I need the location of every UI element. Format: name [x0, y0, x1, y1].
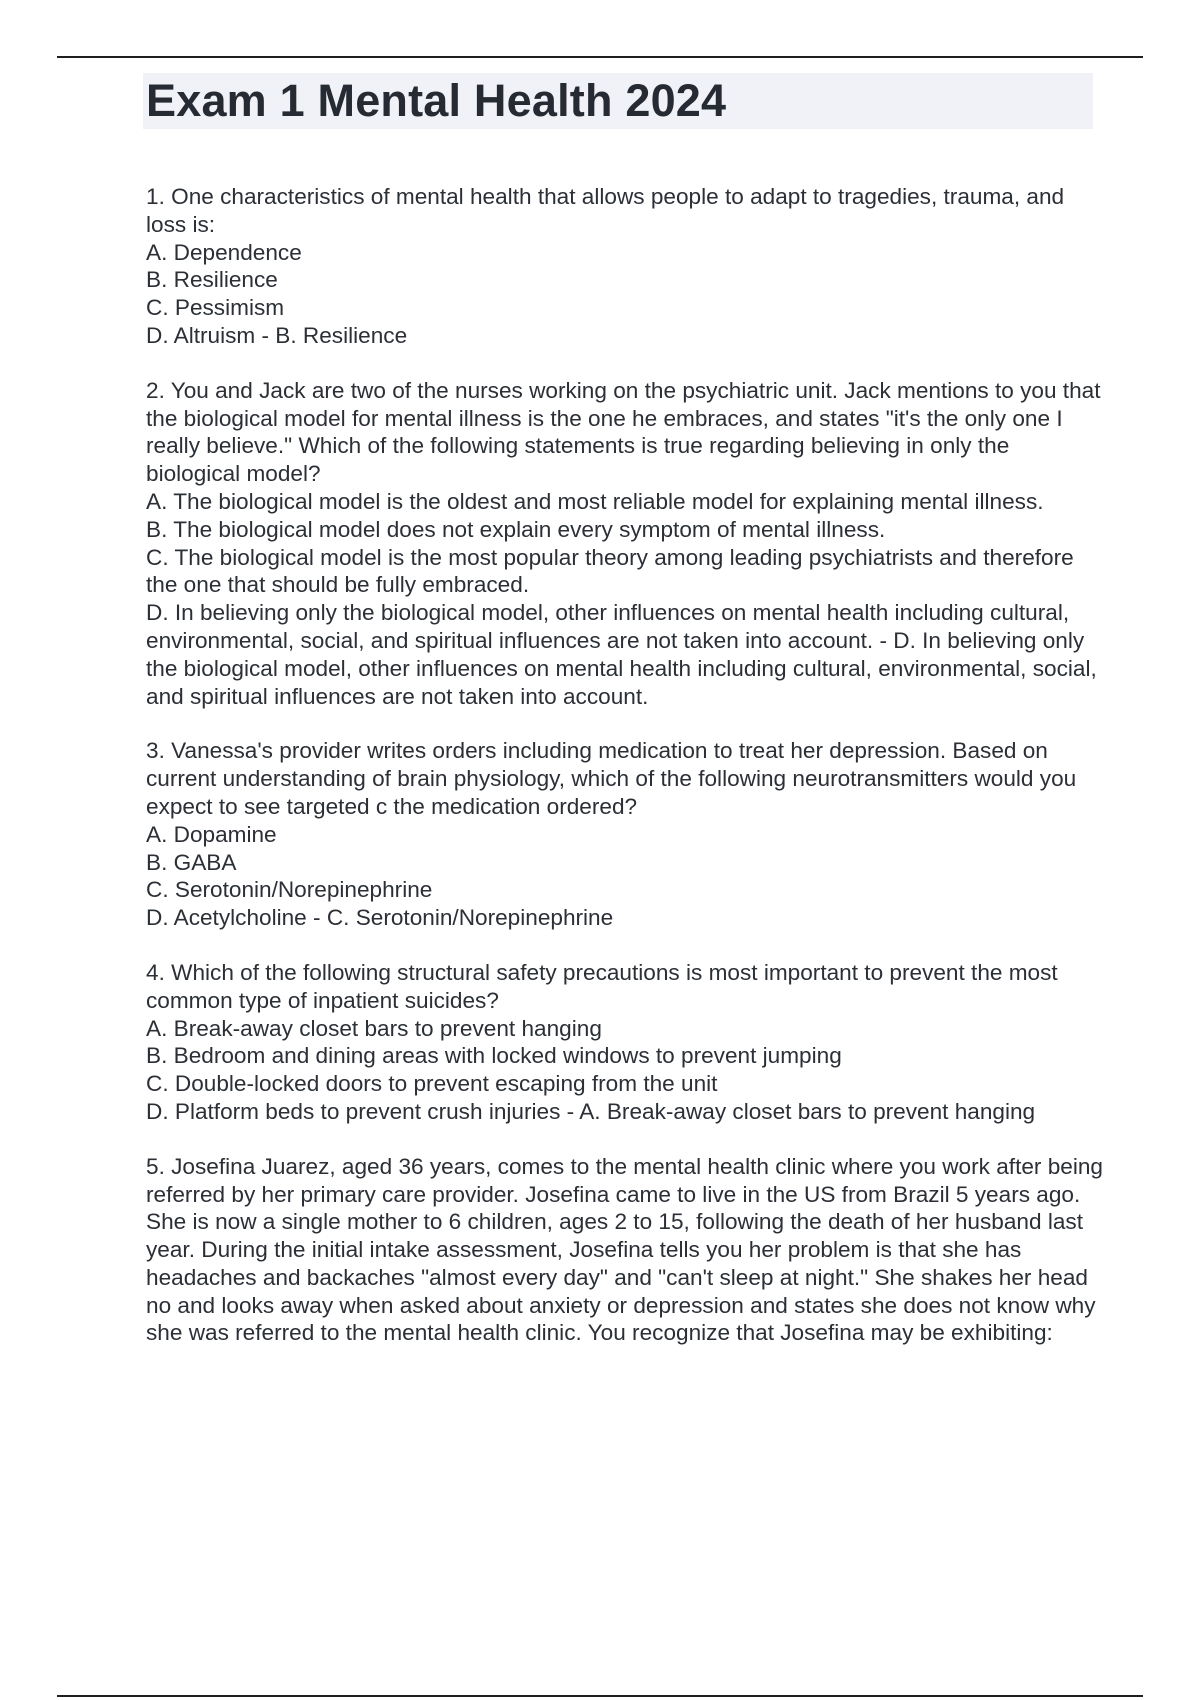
- option-c: C. Pessimism: [146, 295, 285, 321]
- option-c: C. Serotonin/Norepinephrine: [146, 877, 433, 903]
- question-stem: 2. You and Jack are two of the nurses working on the psychiatric unit. Jack mentions to you that the biological model for mental illness is the one he embraces, and states "it's the only one I really believe." Which of the following statements is true regarding believing in only the biological model?: [146, 377, 1101, 487]
- question-2: [146, 377, 1106, 711]
- question-list: [146, 183, 1106, 1374]
- question-5: [146, 1153, 1106, 1348]
- question-1: [146, 183, 1106, 350]
- page-title: Exam 1 Mental Health 2024: [146, 75, 727, 126]
- option-c: C. The biological model is the most popular theory among leading psychiatrists and therefore the one that should be fully embraced.: [146, 544, 1074, 598]
- option-a: A. The biological model is the oldest and most reliable model for explaining mental illness.: [146, 488, 1044, 514]
- option-a: A. Dopamine: [146, 821, 277, 847]
- option-a: A. Dependence: [146, 239, 302, 265]
- top-rule: [57, 56, 1143, 58]
- bottom-rule: [57, 1695, 1143, 1697]
- question-stem: 3. Vanessa's provider writes orders including medication to treat her depression. Based on current understanding of brain physiology, which of the following neurotransmitters would you expect to see targeted c the medication ordered?: [146, 738, 1077, 819]
- option-b: B. Resilience: [146, 267, 278, 293]
- option-b: B. Bedroom and dining areas with locked windows to prevent jumping: [146, 1043, 842, 1069]
- option-d-with-answer: D. Platform beds to prevent crush injuries - A. Break-away closet bars to prevent hanging: [146, 1098, 1036, 1124]
- question-stem: 4. Which of the following structural safety precautions is most important to prevent the most common type of inpatient suicides?: [146, 959, 1058, 1013]
- option-d-with-answer: D. Acetylcholine - C. Serotonin/Norepinephrine: [146, 905, 614, 931]
- option-d-with-answer: D. In believing only the biological model, other influences on mental health including cultural, environmental, social, and spiritual influences are not taken into account. - D. In believing only the biological model, other influences on mental health including cultural, environmental, social, and spiritual influences are not taken into account.: [146, 600, 1097, 709]
- option-b: B. GABA: [146, 849, 237, 875]
- option-d-with-answer: D. Altruism - B. Resilience: [146, 322, 408, 348]
- option-c: C. Double-locked doors to prevent escaping from the unit: [146, 1071, 718, 1097]
- question-stem: 1. One characteristics of mental health that allows people to adapt to tragedies, trauma, and loss is:: [146, 184, 1065, 237]
- option-b: B. The biological model does not explain every symptom of mental illness.: [146, 516, 886, 542]
- question-3: [146, 737, 1106, 932]
- question-stem: 5. Josefina Juarez, aged 36 years, comes to the mental health clinic where you work after being referred by her primary care provider. Josefina came to live in the US from Brazil 5 years ago. She is now a single mother to 6 children, ages 2 to 15, following the death of her husband last year. During the initial intake assessment, Josefina tells you her problem is that she has headaches and backaches "almost every day" and "can't sleep at night." She shakes her head no and looks away when asked about anxiety or depression and states she does not know why she was referred to the mental health clinic. You recognize that Josefina may be exhibiting:: [146, 1153, 1103, 1346]
- question-4: [146, 959, 1106, 1126]
- option-a: A. Break-away closet bars to prevent hanging: [146, 1015, 602, 1041]
